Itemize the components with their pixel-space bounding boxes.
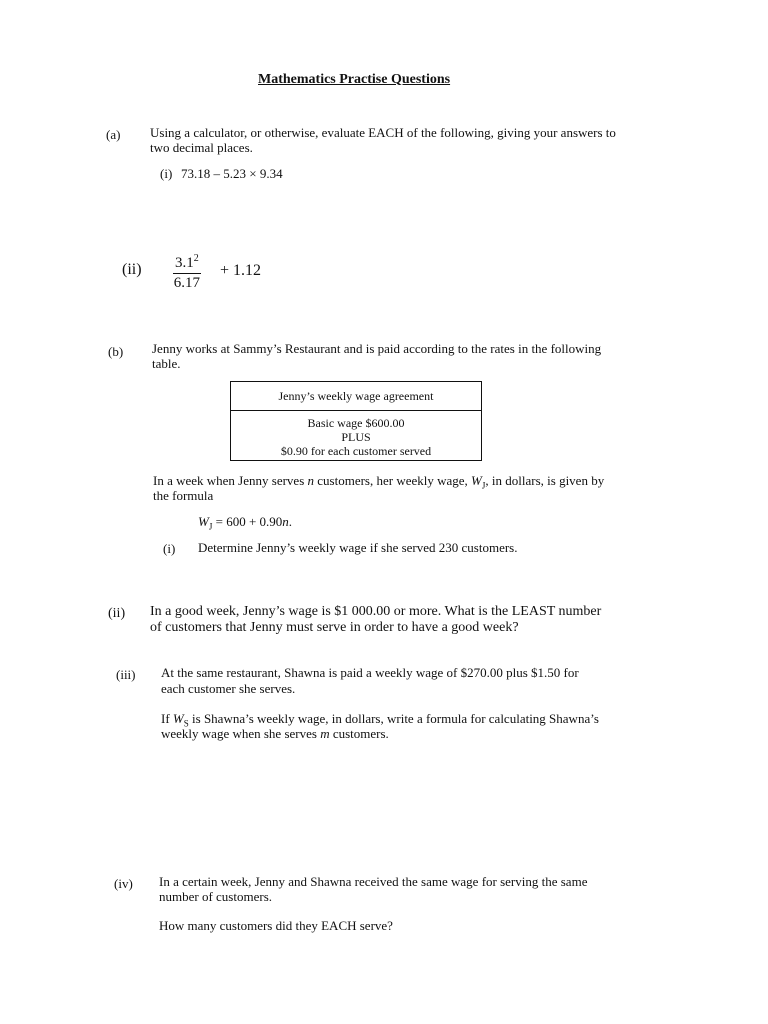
question-b-i-label: (i) <box>163 541 176 556</box>
question-b-iii-line1: At the same restaurant, Shawna is paid a weekly wage of $270.00 plus $1.50 for <box>161 665 579 680</box>
question-b-iv-label: (iv) <box>114 876 133 891</box>
part-a-i-expression: 73.18 – 5.23 × 9.34 <box>181 166 283 181</box>
question-b-iii-line4: weekly wage when she serves m customers. <box>161 726 389 741</box>
part-a-ii-label: (ii) <box>122 261 142 278</box>
part-a-instruction-line2: two decimal places. <box>150 140 253 155</box>
wage-agreement-table <box>230 381 482 461</box>
part-a-instruction-line1: Using a calculator, or otherwise, evaluate EACH of the following, giving your answers to <box>150 125 616 140</box>
question-b-iii-line2: each customer she serves. <box>161 681 296 696</box>
question-b-ii-line2: of customers that Jenny must serve in order to have a good week? <box>150 620 519 635</box>
question-b-iii-line3: If $W_S$ is Shawna’s weekly wage, in dollars, write a formula for calculating Shawna’s <box>161 711 599 729</box>
part-b-label: (b) <box>108 344 124 359</box>
fraction-bar <box>173 273 201 274</box>
table-line-basic-wage: Basic wage $600.00 <box>307 416 405 430</box>
table-body <box>231 411 481 458</box>
part-a-ii-fraction <box>173 253 201 292</box>
table-line-plus: PLUS <box>341 430 371 444</box>
question-b-ii-label: (ii) <box>108 606 126 621</box>
question-b-i-text: Determine Jenny’s weekly wage if she served 230 customers. <box>198 540 518 555</box>
question-b-iv-line2: number of customers. <box>159 889 273 904</box>
part-b-intro-line2: table. <box>152 356 181 371</box>
fraction-denominator: 6.17 <box>173 275 200 291</box>
part-a-i-label: (i) <box>160 166 173 181</box>
formula-intro-line1: In a week when Jenny serves n customers, her weekly wage, $W_J$, in dollars, is given by <box>153 473 605 491</box>
part-a-label: (a) <box>106 127 121 142</box>
table-header: Jenny’s weekly wage agreement <box>231 382 481 411</box>
question-b-iv-line1: In a certain week, Jenny and Shawna received the same wage for serving the same <box>159 874 588 889</box>
page-title: Mathematics Practise Questions <box>258 72 451 87</box>
table-line-per-customer: $0.90 for each customer served <box>280 444 432 458</box>
fraction-numerator: $3.1^2$ <box>175 253 199 271</box>
question-b-ii-line1: In a good week, Jenny’s wage is $1 000.00 or more. What is the LEAST number <box>150 604 602 619</box>
formula-intro-line2: the formula <box>153 488 214 503</box>
part-a-ii-remainder: + 1.12 <box>220 262 262 279</box>
question-b-iii-label: (iii) <box>116 667 136 682</box>
part-b-intro-line1: Jenny works at Sammy’s Restaurant and is paid according to the rates in the following <box>152 341 602 356</box>
jenny-wage-formula: $W_J = 600 + 0.90n$. <box>198 514 293 532</box>
question-b-iv-line3: How many customers did they EACH serve? <box>159 918 393 933</box>
